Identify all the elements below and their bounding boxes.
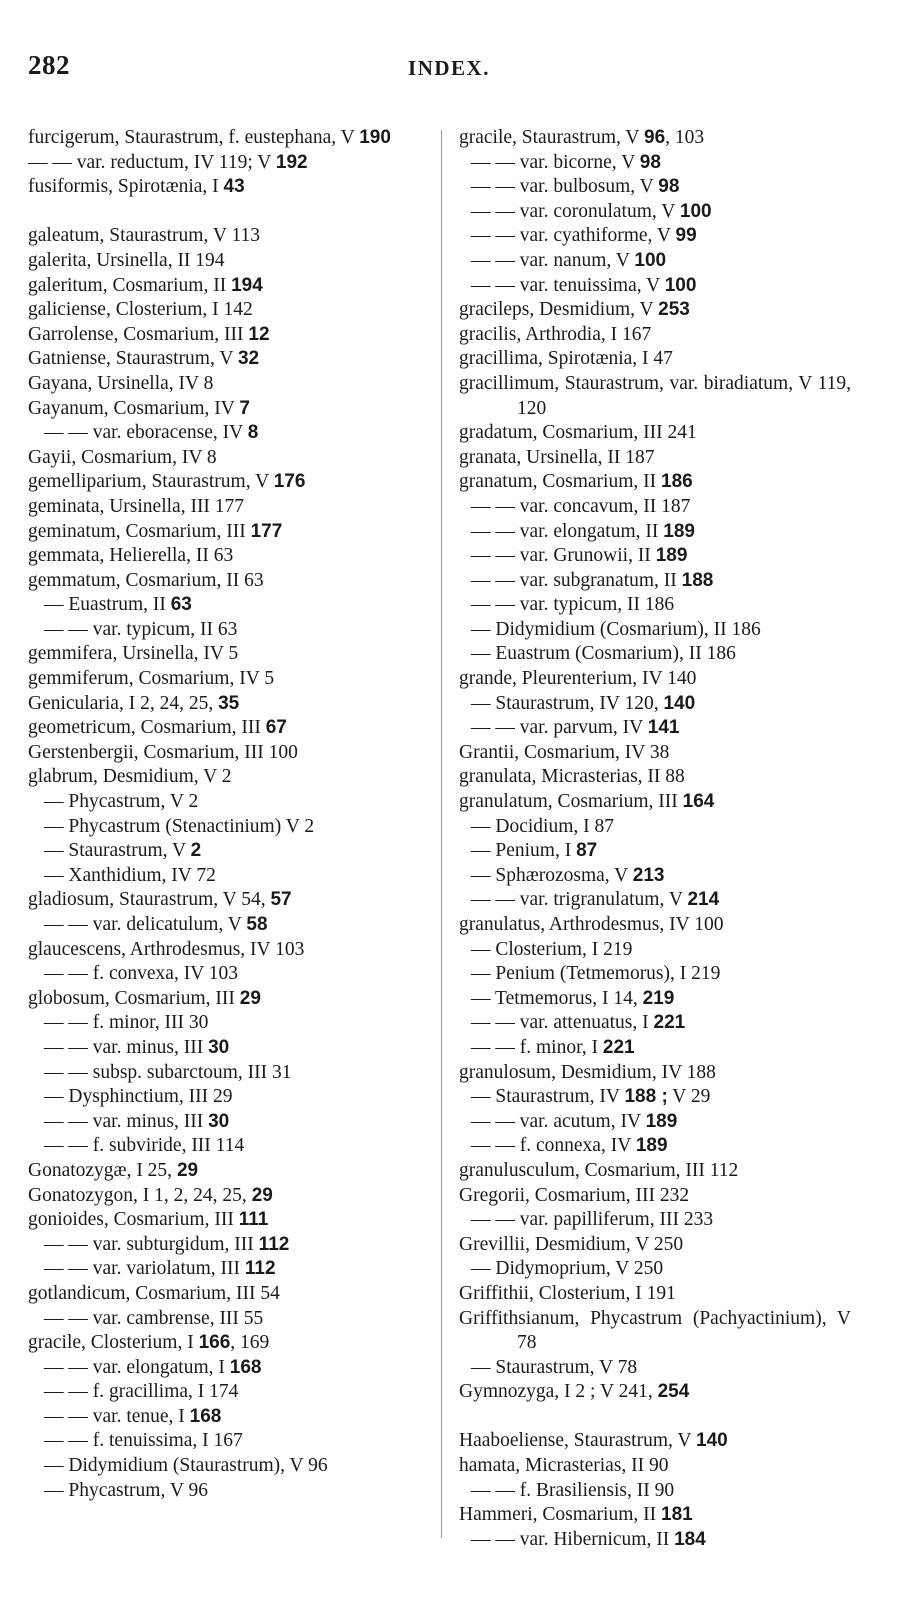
entry-text: granulata, Micrasterias, II 88 [459,766,685,788]
entry-main-page: 189 [645,1110,678,1132]
entry-main-page: 98 [639,151,661,173]
index-entry [459,1503,851,1528]
index-entry [28,987,426,1012]
entry-text: — Phycastrum, V 96 [44,1479,208,1501]
index-subentry [459,815,851,840]
index-subentry [459,987,851,1012]
entry-main-page: 30 [208,1036,230,1058]
entry-text: — — f. minor, III 30 [44,1012,209,1034]
index-subentry [28,1479,426,1504]
entry-text: — — f. subviride, III 114 [44,1135,245,1157]
index-entry [459,372,851,421]
entry-text: — — var. eboracense, IV [44,422,248,444]
index-subentry [459,1085,851,1110]
entry-text: Gonatozygon, I 1, 2, 24, 25, [28,1184,252,1206]
column-divider [441,130,442,1538]
entry-main-page: 188 ; [624,1086,668,1108]
entry-main-page: 184 [674,1528,706,1550]
entry-text: — — var. cambrense, III 55 [44,1307,264,1329]
entry-text: — — var. concavum, II 187 [471,495,691,517]
index-subentry [459,692,851,717]
entry-text: Griffithsianum, Phycastrum (Pachyactinium), V 78 [459,1307,851,1354]
entry-text: — Phycastrum (Stenactinium) V 2 [44,815,315,837]
entry-text: — Euastrum (Cosmarium), II 186 [471,643,736,665]
index-entry [28,1159,426,1184]
index-entry [459,1454,851,1479]
index-entry [459,323,851,348]
index-entry [459,1061,851,1086]
entry-text: geometricum, Cosmarium, III [28,717,266,739]
entry-text: gemmiferum, Cosmarium, IV 5 [28,668,275,690]
entry-text: gemmata, Helierella, II 63 [28,545,234,567]
entry-main-page: 186 [661,471,693,493]
entry-text: geminata, Ursinella, III 177 [28,495,245,517]
entry-text: — — var. bicorne, V [471,151,640,173]
index-subentry [28,1233,426,1258]
index-entry [28,938,426,963]
entry-text: — Staurastrum, IV 120, [471,692,664,714]
entry-text: granulatum, Cosmarium, III [459,791,683,813]
index-subentry [459,1528,851,1553]
index-subentry [28,1356,426,1381]
index-subentry [459,642,851,667]
index-entry [28,741,426,766]
index-subentry [459,962,851,987]
index-subentry [459,1036,851,1061]
entry-text: — Penium (Tetmemorus), I 219 [471,963,721,985]
index-subentry [459,864,851,889]
entry-main-page: 112 [258,1233,290,1255]
index-entry [459,1429,851,1454]
running-title: INDEX. [408,56,490,80]
entry-text: — — var. typicum, II 186 [471,594,675,616]
index-entry [28,544,426,569]
entry-text: Garrolense, Cosmarium, III [28,323,249,345]
entry-text: — — var. tenue, I [44,1405,190,1427]
entry-text: — — var. minus, III [44,1036,209,1058]
entry-text: — — var. papilliferum, III 233 [471,1209,714,1231]
index-entry [28,765,426,790]
index-subentry [28,1454,426,1479]
entry-more-pages: , 103 [665,127,705,148]
index-entry [28,1282,426,1307]
entry-text: — — var. cyathiforme, V [471,225,676,247]
entry-text: Grantii, Cosmarium, IV 38 [459,741,670,763]
index-entry [28,397,426,422]
entry-text: Gayii, Cosmarium, IV 8 [28,446,217,468]
entry-text: — — var. tenuissima, V [471,274,665,296]
entry-main-page: 253 [658,299,690,321]
entry-text: gonioides, Cosmarium, III [28,1209,239,1231]
index-subentry [459,1356,851,1381]
index-entry [459,126,851,151]
entry-text: galeatum, Staurastrum, V 113 [28,225,260,247]
entry-main-page: 214 [687,889,720,911]
index-entry [459,1159,851,1184]
entry-main-page: 2 [190,840,202,862]
index-subentry [28,1380,426,1405]
entry-main-page: 87 [576,840,598,862]
index-subentry [459,1257,851,1282]
index-subentry [459,544,851,569]
entry-main-page: 194 [231,274,263,296]
entry-main-page: 188 [681,569,714,591]
index-entry [28,888,426,913]
entry-main-page: 168 [189,1405,222,1427]
entry-main-page: 164 [682,791,715,813]
entry-text: — Xanthidium, IV 72 [44,864,216,886]
index-subentry [459,618,851,643]
entry-text: — — subsp. subarctoum, III 31 [44,1061,292,1083]
entry-text: granata, Ursinella, II 187 [459,446,655,468]
entry-main-page: 219 [642,987,675,1009]
entry-text: Genicularia, I 2, 24, 25, [28,692,219,714]
entry-main-page: 213 [632,864,665,886]
entry-main-page: 190 [359,127,391,148]
entry-more-pages: V 29 [667,1086,711,1108]
entry-main-page: 29 [251,1184,273,1206]
index-entry [459,913,851,938]
entry-main-page: 30 [208,1110,230,1132]
entry-text: Haaboeliense, Staurastrum, V [459,1430,697,1452]
entry-text: Gayana, Ursinella, IV 8 [28,372,214,394]
index-subentry [28,815,426,840]
entry-text: furcigerum, Staurastrum, f. eustephana, V [28,127,360,148]
entry-text: — Penium, I [471,840,577,862]
index-entry [28,347,426,372]
entry-text: — — var. Grunowii, II [471,545,656,567]
index-subentry [28,1011,426,1036]
letter-section-gap [28,200,426,225]
entry-text: Gonatozygæ, I 25, [28,1159,177,1181]
index-entry [28,1331,426,1356]
entry-text: — Didymidium (Cosmarium), II 186 [471,618,761,640]
entry-text: — Docidium, I 87 [471,815,614,837]
entry-main-page: 67 [265,717,287,739]
entry-text: — Dysphinctium, III 29 [44,1086,233,1108]
index-entry [459,1380,851,1405]
entry-text: — — var. bulbosum, V [471,176,659,198]
entry-main-page: 98 [658,176,680,198]
entry-text: — Staurastrum, V 78 [471,1356,638,1378]
entry-main-page: 29 [239,987,261,1009]
entry-text: — — f. convexa, IV 103 [44,963,239,985]
index-entry [459,421,851,446]
entry-main-page: 189 [663,520,695,542]
index-entry [459,1233,851,1258]
entry-text: — — var. typicum, II 63 [44,618,238,640]
entry-text: — — var. minus, III [44,1110,209,1132]
entry-text: — — f. tenuissima, I 167 [44,1430,243,1452]
entry-text: galiciense, Closterium, I 142 [28,299,253,321]
entry-main-page: 176 [273,471,306,493]
entry-main-page: 35 [218,692,240,714]
index-subentry [28,1110,426,1135]
entry-text: gracile, Staurastrum, V [459,127,645,148]
index-subentry [459,1134,851,1159]
entry-main-page: 140 [663,692,696,714]
index-entry [28,716,426,741]
index-subentry [28,1257,426,1282]
entry-text: Gerstenbergii, Cosmarium, III 100 [28,741,298,763]
entry-main-page: 7 [239,397,250,419]
index-subentry [459,495,851,520]
entry-text: — — var. subgranatum, II [471,569,682,591]
entry-text: — — f. Brasiliensis, II 90 [471,1479,675,1501]
entry-main-page: 43 [223,176,245,198]
entry-main-page: 254 [657,1381,690,1403]
index-subentry [459,249,851,274]
index-subentry [28,1061,426,1086]
entry-text: gracileps, Desmidium, V [459,299,659,321]
entry-text: Hammeri, Cosmarium, II [459,1504,661,1526]
index-subentry [459,839,851,864]
entry-text: gracillima, Spirotænia, I 47 [459,348,673,370]
index-subentry [459,274,851,299]
index-subentry [459,520,851,545]
entry-main-page: 100 [679,200,712,222]
entry-main-page: 177 [250,520,283,542]
entry-text: geminatum, Cosmarium, III [28,520,251,542]
page-number: 282 [28,50,70,80]
index-column-left [28,126,426,1503]
index-entry [28,1184,426,1209]
entry-main-page: 221 [653,1012,686,1034]
index-entry [28,520,426,545]
index-entry [459,1184,851,1209]
entry-text: gemmatum, Cosmarium, II 63 [28,569,264,591]
entry-main-page: 192 [275,151,308,173]
index-entry [28,224,426,249]
entry-text: — Didymoprium, V 250 [471,1258,664,1280]
index-entry [459,1282,851,1307]
index-subentry [28,151,426,176]
index-subentry [459,1479,851,1504]
entry-text: gracile, Closterium, I [28,1332,199,1354]
entry-main-page: 99 [675,225,697,247]
entry-text: gradatum, Cosmarium, III 241 [459,422,697,444]
index-entry [459,298,851,323]
index-entry [28,667,426,692]
entry-text: — — var. nanum, V [471,249,635,271]
entry-text: — — var. Hibernicum, II [471,1528,675,1550]
index-subentry [459,151,851,176]
entry-text: gemelliparium, Staurastrum, V [28,471,274,493]
entry-text: hamata, Micrasterias, II 90 [459,1455,669,1477]
index-subentry [28,913,426,938]
entry-text: — — var. elongatum, II [471,520,664,542]
entry-text: Gymnozyga, I 2 ; V 241, [459,1381,658,1403]
entry-text: — — f. gracillima, I 174 [44,1381,239,1403]
entry-text: — Didymidium (Staurastrum), V 96 [44,1455,328,1477]
index-subentry [28,1036,426,1061]
entry-text: — — f. connexa, IV [471,1135,636,1157]
index-subentry [459,1208,851,1233]
entry-text: — — var. elongatum, I [44,1356,230,1378]
index-subentry [28,1134,426,1159]
entry-main-page: 189 [655,545,688,567]
index-subentry [28,593,426,618]
index-subentry [459,938,851,963]
index-entry [28,692,426,717]
entry-text: granatum, Cosmarium, II [459,471,661,493]
index-entry [459,667,851,692]
entry-main-page: 140 [696,1430,728,1452]
entry-main-page: 111 [238,1209,269,1231]
index-subentry [459,888,851,913]
entry-main-page: 221 [602,1036,635,1058]
entry-main-page: 32 [237,348,260,370]
index-subentry [459,1011,851,1036]
entry-main-page: 181 [661,1504,693,1526]
entry-text: — — var. trigranulatum, V [471,889,688,911]
index-entry [28,175,426,200]
entry-text: Gayanum, Cosmarium, IV [28,397,240,419]
index-entry [459,470,851,495]
index-entry [28,372,426,397]
index-entry [28,1208,426,1233]
entry-text: Griffithii, Closterium, I 191 [459,1282,676,1304]
index-subentry [459,224,851,249]
index-entry [28,642,426,667]
entry-text: Gregorii, Cosmarium, III 232 [459,1184,690,1206]
index-entry [459,446,851,471]
entry-text: — Tetmemorus, I 14, [471,987,643,1009]
index-subentry [459,716,851,741]
entry-text: — — var. delicatulum, V [44,914,247,935]
entry-text: — Phycastrum, V 2 [44,791,199,813]
entry-main-page: 96 [644,127,666,148]
entry-text: gladiosum, Staurastrum, V 54, [28,889,271,911]
index-column-right [459,126,851,1552]
entry-text: galerita, Ursinella, II 194 [28,249,225,271]
index-subentry [459,593,851,618]
entry-text: — Sphærozosma, V [471,864,633,886]
entry-text: — Closterium, I 219 [471,938,633,960]
entry-main-page: 12 [248,323,270,345]
index-subentry [28,839,426,864]
index-entry [459,741,851,766]
entry-main-page: 100 [664,274,697,296]
index-entry [459,1307,851,1356]
entry-main-page: 141 [647,717,680,739]
index-entry [28,126,426,151]
entry-main-page: 166 [198,1332,231,1354]
entry-text: fusiformis, Spirotænia, I [28,176,224,198]
entry-text: — — var. subturgidum, III [44,1233,259,1255]
index-entry [28,495,426,520]
entry-main-page: 58 [246,914,268,935]
entry-text: — Euastrum, II [44,594,171,616]
index-subentry [28,421,426,446]
index-subentry [28,962,426,987]
index-entry [459,765,851,790]
letter-section-gap [459,1405,851,1430]
entry-text: gracilis, Arthrodia, I 167 [459,323,652,345]
index-subentry [28,618,426,643]
index-subentry [28,864,426,889]
index-subentry [459,200,851,225]
index-entry [28,298,426,323]
index-entry [28,446,426,471]
entry-text: Gatniense, Staurastrum, V [28,348,238,370]
index-entry [459,790,851,815]
page-header [28,50,870,90]
index-subentry [459,175,851,200]
entry-text: — — f. minor, I [471,1036,603,1058]
index-entry [28,249,426,274]
entry-main-page: 112 [244,1258,276,1280]
entry-text: grande, Pleurenterium, IV 140 [459,668,697,690]
index-subentry [459,1110,851,1135]
entry-text: granulusculum, Cosmarium, III 112 [459,1159,739,1181]
entry-text: — — var. attenuatus, I [471,1012,654,1034]
entry-main-page: 57 [270,889,292,911]
entry-text: gotlandicum, Cosmarium, III 54 [28,1282,280,1304]
entry-text: gracillimum, Staurastrum, var. biradiatum, V 119, 120 [459,372,851,419]
index-entry [28,569,426,594]
entry-text: — — var. parvum, IV [471,717,648,739]
entry-main-page: 29 [176,1159,199,1181]
entry-text: glaucescens, Arthrodesmus, IV 103 [28,938,305,960]
entry-text: — Staurastrum, V [44,840,191,862]
entry-text: — — var. coronulatum, V [471,200,680,222]
index-entry [28,470,426,495]
entry-text: gemmifera, Ursinella, IV 5 [28,643,239,665]
index-subentry [28,1085,426,1110]
index-subentry [28,1405,426,1430]
entry-main-page: 8 [247,422,259,444]
entry-main-page: 168 [229,1356,262,1378]
index-entry [459,347,851,372]
entry-text: globosum, Cosmarium, III [28,987,240,1009]
entry-text: — — var. reductum, IV 119; V [28,151,276,173]
index-subentry [28,1429,426,1454]
entry-more-pages: , 169 [230,1332,270,1354]
index-subentry [28,790,426,815]
entry-text: galeritum, Cosmarium, II [28,274,232,296]
index-entry [28,274,426,299]
index-subentry [459,569,851,594]
index-subentry [28,1307,426,1332]
index-entry [28,323,426,348]
entry-text: glabrum, Desmidium, V 2 [28,766,232,788]
entry-text: — Staurastrum, IV [471,1086,625,1108]
entry-text: granulatus, Arthrodesmus, IV 100 [459,914,724,935]
entry-text: Grevillii, Desmidium, V 250 [459,1233,684,1255]
entry-main-page: 100 [634,249,667,271]
entry-text: — — var. acutum, IV [471,1110,646,1132]
entry-text: — — var. variolatum, III [44,1258,245,1280]
entry-main-page: 189 [635,1135,668,1157]
entry-main-page: 63 [170,594,192,616]
entry-text: granulosum, Desmidium, IV 188 [459,1061,716,1083]
